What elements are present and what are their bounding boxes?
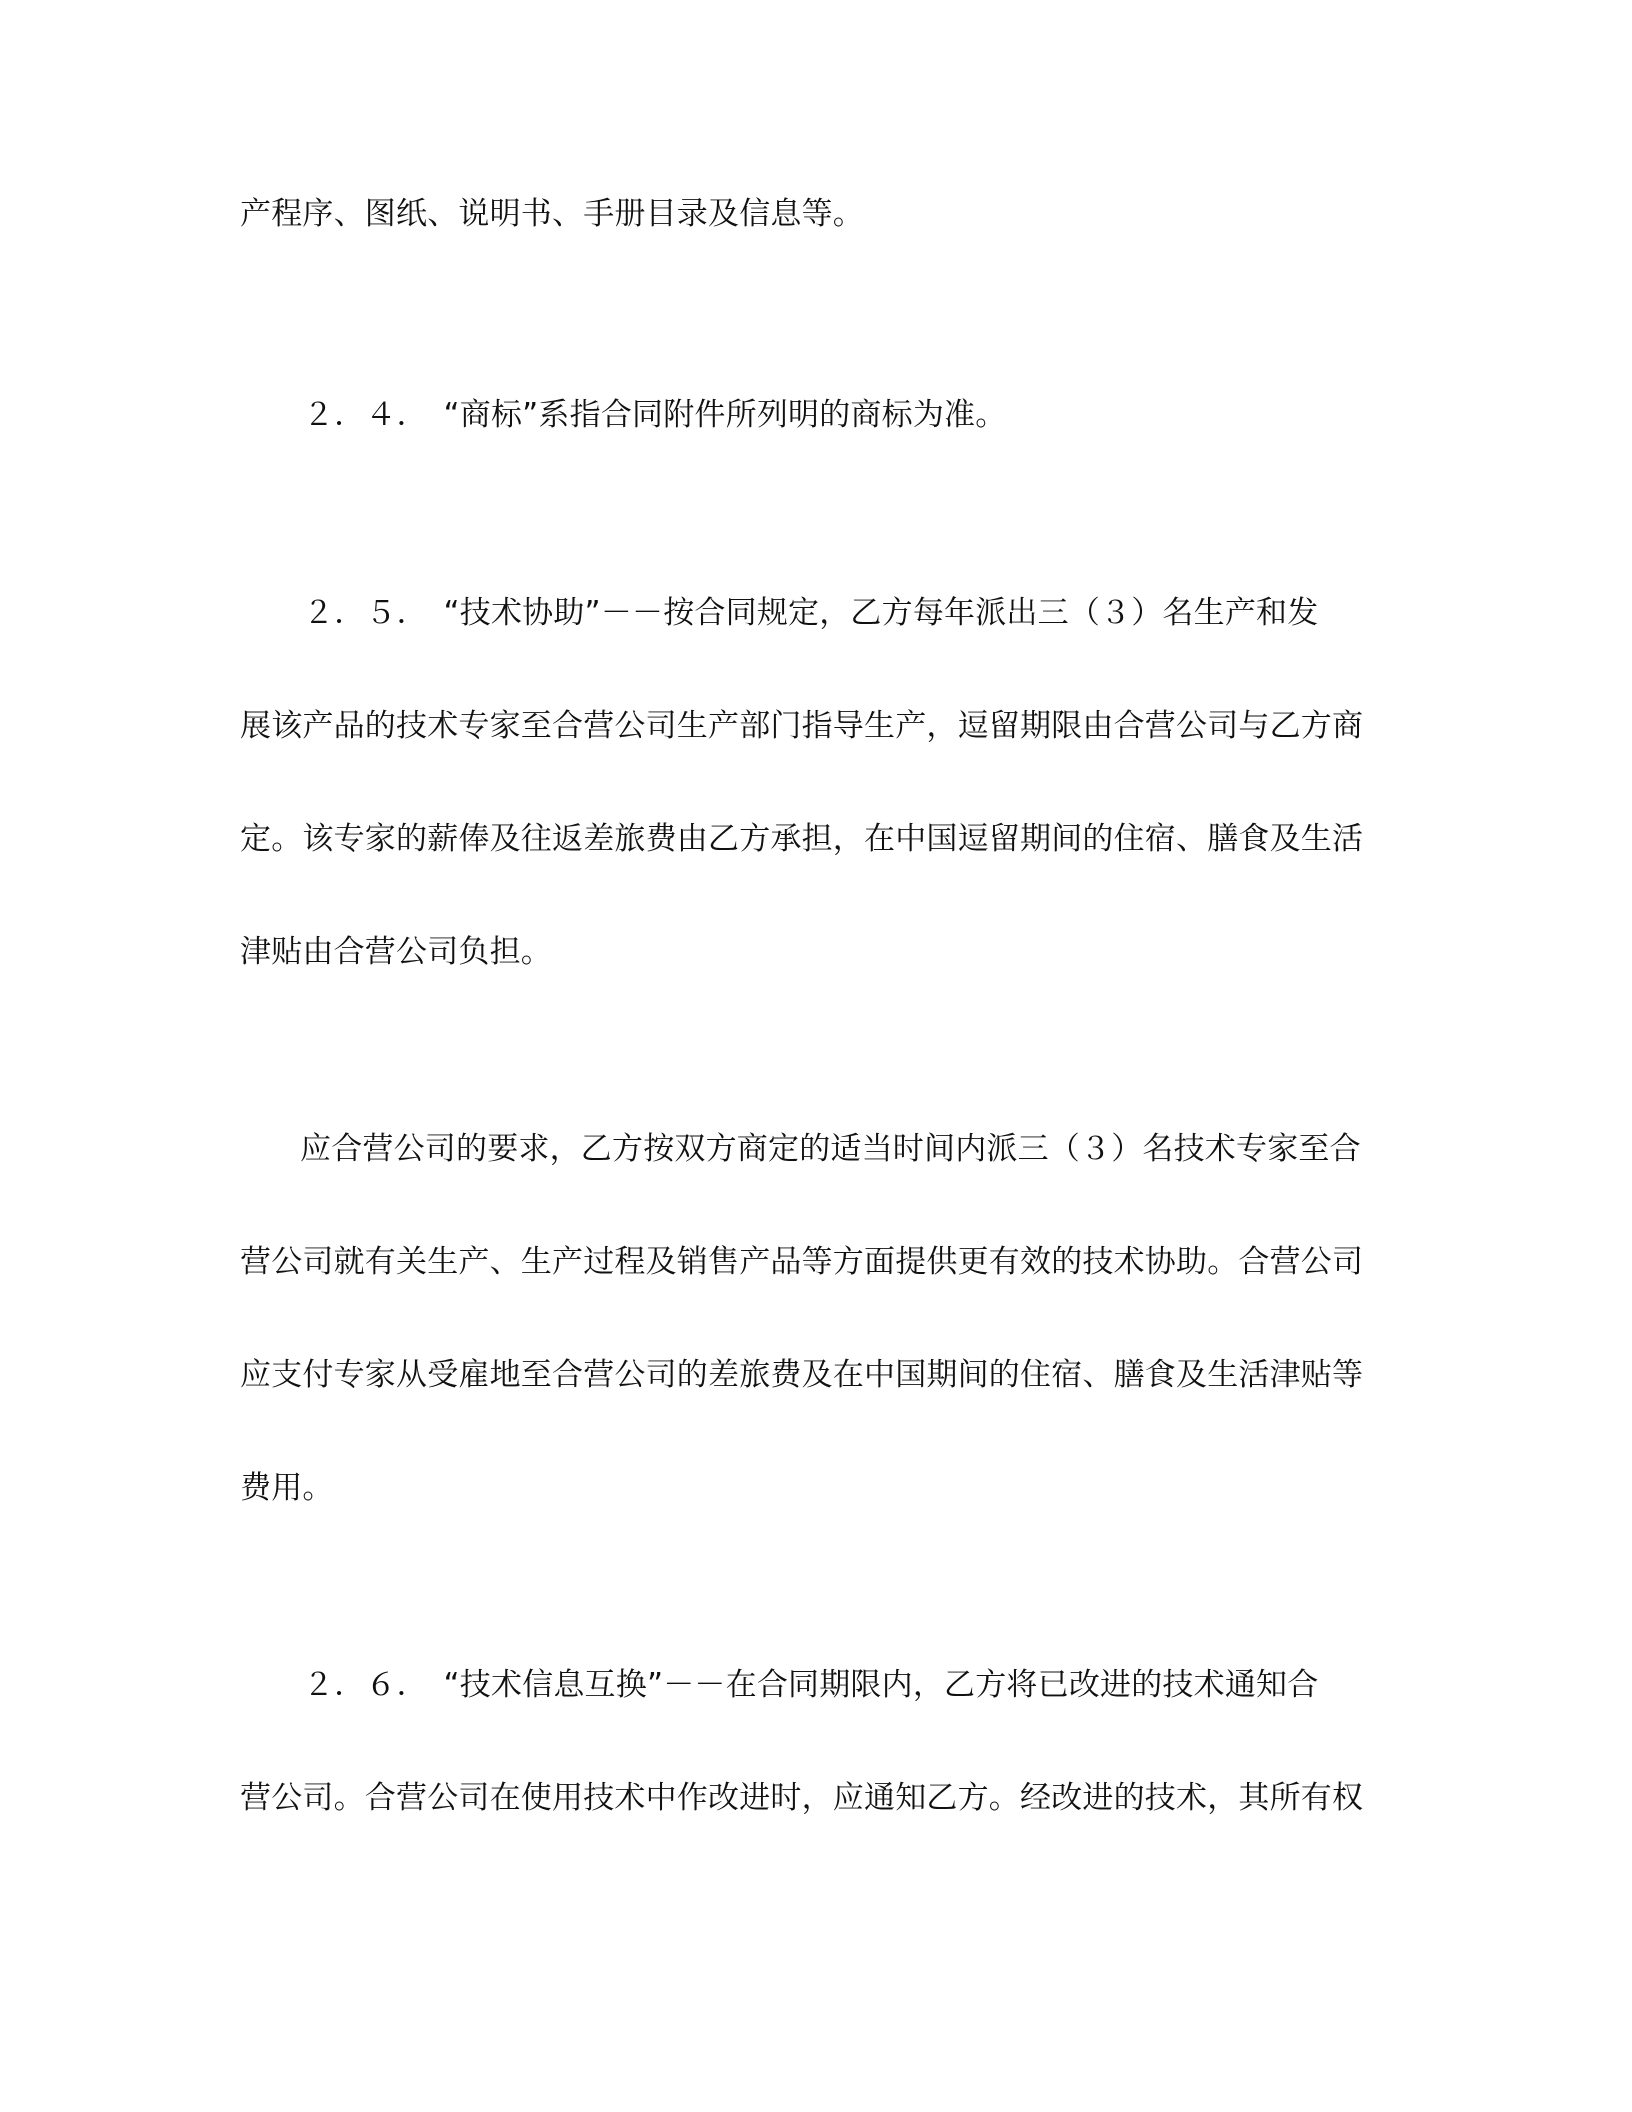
paragraph-request-line-3: 应支付专家从受雇地至合营公司的差旅费及在中国期间的住宿、膳食及生活津贴等 [240, 1357, 1364, 1393]
paragraph-request-line-4: 费用。 [240, 1470, 334, 1506]
paragraph-request-line-2: 营公司就有关生产、生产过程及销售产品等方面提供更有效的技术协助。合营公司 [240, 1244, 1364, 1280]
clause-2-6-line-2: 营公司。合营公司在使用技术中作改进时，应通知乙方。经改进的技术，其所有权 [240, 1780, 1364, 1816]
clause-2-4-line: ２．４． “商标”系指合同附件所列明的商标为准。 [303, 397, 1007, 433]
paragraph-request-line-1: 应合营公司的要求，乙方按双方商定的适当时间内派三（３）名技术专家至合 [300, 1131, 1361, 1167]
clause-2-5-line-4: 津贴由合营公司负担。 [240, 934, 552, 970]
clause-2-5-line-1: ２．５． “技术协助”－－按合同规定，乙方每年派出三（３）名生产和发 [303, 595, 1319, 631]
paragraph-line: 产程序、图纸、说明书、手册目录及信息等。 [240, 196, 864, 232]
clause-2-5-line-2: 展该产品的技术专家至合营公司生产部门指导生产，逗留期限由合营公司与乙方商 [240, 708, 1364, 744]
clause-2-6-line-1: ２．６． “技术信息互换”－－在合同期限内，乙方将已改进的技术通知合 [303, 1667, 1319, 1703]
clause-2-5-line-3: 定。该专家的薪俸及往返差旅费由乙方承担，在中国逗留期间的住宿、膳食及生活 [240, 821, 1364, 857]
